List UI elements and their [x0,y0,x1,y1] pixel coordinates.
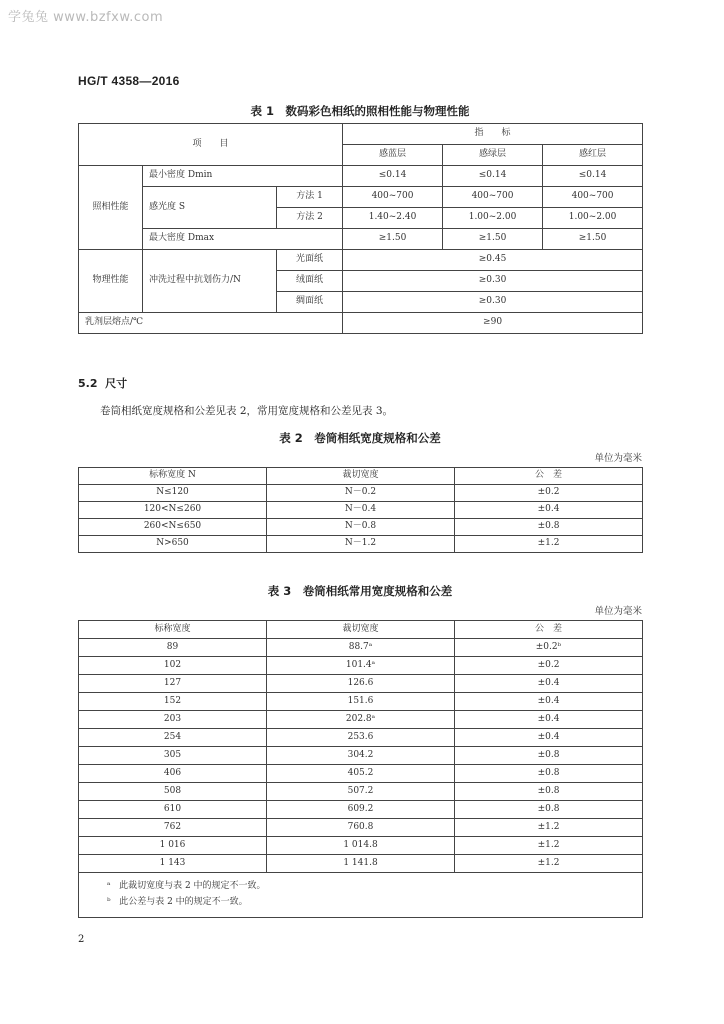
section-paragraph: 卷筒相纸宽度规格和公差见表 2，常用宽度规格和公差见表 3。 [100,405,394,417]
table3-cell: ±0.8 [455,783,643,801]
table3-cell: 101.4ᵃ [267,657,455,675]
footnote-a [107,882,642,892]
table3-cell: 126.6 [267,675,455,693]
table3-cell: 127 [79,675,267,693]
table-row [79,765,643,783]
table2-cell: ±0.2 [455,485,643,502]
table3-cell: 1 143 [79,855,267,873]
table1-cell: ≤0.14 [543,166,643,187]
table1-col-green: 感绿层 [443,145,543,166]
table2-cell: N－0.2 [267,485,455,502]
table3-cell: 304.2 [267,747,455,765]
table1-cell: ≥0.30 [343,271,643,292]
table2-caption: 表 2 卷筒相纸宽度规格和公差 [279,431,441,445]
table2-cell: 120<N≤260 [79,502,267,519]
table1-col-blue: 感蓝层 [343,145,443,166]
table3-cell: 151.6 [267,693,455,711]
table-row [79,801,643,819]
table3-cell: 152 [79,693,267,711]
document-id: HG/T 4358—2016 [78,74,180,88]
footnote-mark: ᵇ [107,897,111,907]
table2-cell: N－1.2 [267,536,455,553]
table1-group-phys: 物理性能 [79,250,143,313]
table3-cell: 610 [79,801,267,819]
table1-cell: ≥1.50 [543,229,643,250]
table3-cell: 203 [79,711,267,729]
table3-cell: 405.2 [267,765,455,783]
table3-cell: 1 016 [79,837,267,855]
table2-cell: N－0.8 [267,519,455,536]
table3-header: 公 差 [455,621,643,639]
section-number: 5.2 [78,377,98,390]
table-row [79,485,643,502]
table2-cell: 260<N≤650 [79,519,267,536]
table1-cell: 1.00~2.00 [543,208,643,229]
table2 [78,467,643,553]
table3-unit: 单位为毫米 [594,606,642,617]
table1-cell: ≤0.14 [343,166,443,187]
table1-label-scratch: 冲洗过程中抗划伤力/N [143,250,277,313]
table1-cell: ≥0.45 [343,250,643,271]
table1-cell: 400~700 [543,187,643,208]
table2-cell: N≤120 [79,485,267,502]
table3-cell: 609.2 [267,801,455,819]
table-row [79,675,643,693]
table1-cell: ≥0.30 [343,292,643,313]
table-row [79,536,643,553]
table3-cell: ±0.4 [455,693,643,711]
section-title: 尺寸 [105,377,128,390]
table3-cell: 88.7ᵃ [267,639,455,657]
table3-cell: ±1.2 [455,819,643,837]
table3-footnotes [79,873,643,918]
table-row [79,657,643,675]
table1-cell: 1.40~2.40 [343,208,443,229]
table3-cell: ±0.8 [455,765,643,783]
table3-cell: 102 [79,657,267,675]
table3-cell: 254 [79,729,267,747]
table3-cell: 762 [79,819,267,837]
table-row [79,711,643,729]
table2-cell: ±0.8 [455,519,643,536]
table-row [79,693,643,711]
table3-cell: ±0.4 [455,675,643,693]
table3-cell: 202.8ᵃ [267,711,455,729]
table1-caption: 表 1 数码彩色相纸的照相性能与物理性能 [250,104,470,118]
table2-cell: N>650 [79,536,267,553]
table3-cell: ±0.4 [455,729,643,747]
table-row [79,639,643,657]
table2-unit: 单位为毫米 [594,453,642,464]
table-row [79,855,643,873]
table1 [78,123,643,334]
table3-header: 标称宽度 [79,621,267,639]
table3-caption: 表 3 卷筒相纸常用宽度规格和公差 [267,584,453,598]
table1-group-photo: 照相性能 [79,166,143,250]
table-row [79,837,643,855]
table1-cell: ≥1.50 [343,229,443,250]
table-row [79,819,643,837]
table3-cell: 1 141.8 [267,855,455,873]
table1-cell: 400~700 [443,187,543,208]
footnote-text: 此裁切宽度与表 2 中的规定不一致。 [119,881,266,892]
table1-label-dmax: 最大密度 Dmax [143,229,343,250]
table1-cell: 1.00~2.00 [443,208,543,229]
table1-header-indicator: 指 标 [343,124,643,145]
table1-cell: ≥90 [343,313,643,334]
table3-cell: ±0.2 [455,657,643,675]
table1-label-melt: 乳剂层熔点/℃ [79,313,343,334]
footnote-b [107,898,642,908]
table2-header: 公 差 [455,468,643,485]
table1-label-speed: 感光度 S [143,187,277,229]
table1-method2: 方法 2 [277,208,343,229]
table3-cell: 760.8 [267,819,455,837]
table1-cell: ≥1.50 [443,229,543,250]
table1-surface-suede: 绒面纸 [277,271,343,292]
table3-cell: ±0.8 [455,747,643,765]
table1-col-red: 感红层 [543,145,643,166]
table3 [78,620,643,918]
table3-cell: 406 [79,765,267,783]
table1-cell: ≤0.14 [443,166,543,187]
table1-label-dmin: 最小密度 Dmin [143,166,343,187]
table3-cell: 89 [79,639,267,657]
table2-cell: ±1.2 [455,536,643,553]
table-row [79,783,643,801]
table2-header: 标称宽度 N [79,468,267,485]
table1-header-item: 项 目 [79,124,343,166]
watermark: 学兔兔 www.bzfxw.com [8,10,164,25]
table1-method1: 方法 1 [277,187,343,208]
table3-cell: 508 [79,783,267,801]
table1-cell: 400~700 [343,187,443,208]
table3-header: 裁切宽度 [267,621,455,639]
table3-cell: ±0.4 [455,711,643,729]
table-row [79,502,643,519]
page-number: 2 [78,934,85,945]
table2-cell: ±0.4 [455,502,643,519]
table-row [79,747,643,765]
footnote-mark: ᵃ [107,881,111,892]
table1-surface-glossy: 光面纸 [277,250,343,271]
table3-cell: ±1.2 [455,855,643,873]
table3-cell: 507.2 [267,783,455,801]
table1-surface-silk: 绸面纸 [277,292,343,313]
table3-cell: ±0.2ᵇ [455,639,643,657]
footnote-text: 此公差与表 2 中的规定不一致。 [119,897,248,907]
table3-cell: ±1.2 [455,837,643,855]
table3-cell: 305 [79,747,267,765]
section-heading [78,375,127,391]
table-row [79,729,643,747]
table3-cell: ±0.8 [455,801,643,819]
table2-cell: N－0.4 [267,502,455,519]
table-row [79,519,643,536]
table2-header: 裁切宽度 [267,468,455,485]
table3-cell: 1 014.8 [267,837,455,855]
table3-cell: 253.6 [267,729,455,747]
